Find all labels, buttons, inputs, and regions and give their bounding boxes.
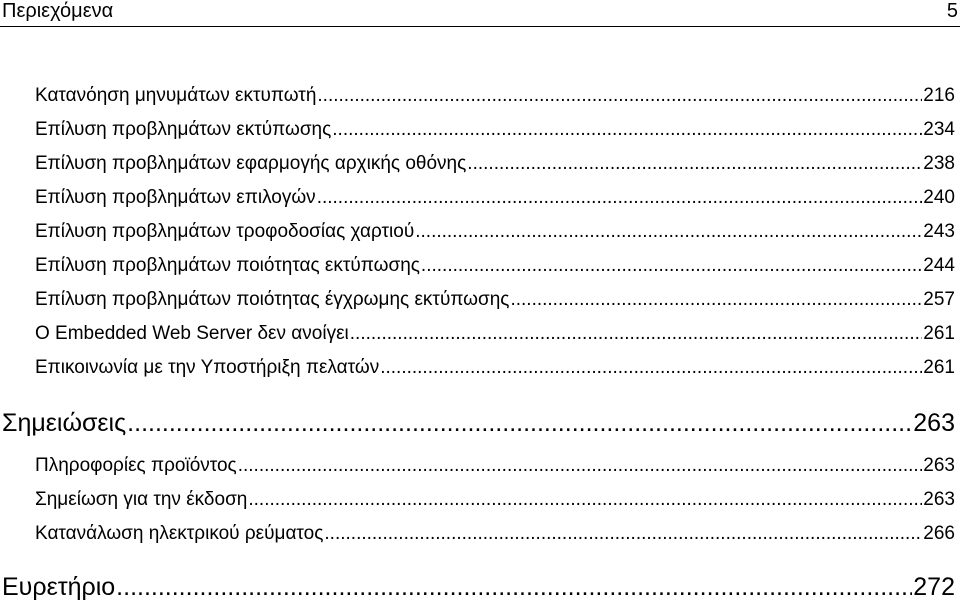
page-header [0,0,960,22]
toc-entry-page: 216 [923,85,955,106]
toc-entry-label: Επίλυση προβλημάτων τροφοδοσίας χαρτιού [35,221,415,242]
toc-chapter-label: Ευρετήριο [2,573,116,601]
toc-leader [127,408,912,438]
toc-chapter-page: 272 [913,573,955,601]
toc-entry[interactable] [35,254,955,278]
toc-leader [380,356,922,380]
toc-entry[interactable] [35,288,955,312]
toc-leader [324,522,922,546]
toc-entry-page: 261 [923,323,955,344]
toc-entry-label: Επίλυση προβλημάτων επιλογών [35,187,316,208]
toc-entry-page: 263 [923,455,955,476]
toc-entry-label: Επικοινωνία με την Υποστήριξη πελατών [35,357,380,378]
toc-entry-page: 238 [923,153,955,174]
toc-entry-label: Επίλυση προβλημάτων εκτύπωσης [35,119,332,140]
toc-leader [510,288,922,312]
toc-leader [317,84,922,108]
toc-entry[interactable] [35,186,955,210]
toc-entry[interactable] [35,118,955,142]
toc-entry-page: 257 [923,289,955,310]
toc-entry[interactable] [35,522,955,546]
toc-entry-page: 234 [923,119,955,140]
toc-leader [116,572,912,602]
toc-entry-label: Επίλυση προβλημάτων εφαρμογής αρχικής οθόνης [35,153,467,174]
toc-entry[interactable] [35,152,955,176]
toc-entry[interactable] [35,84,955,108]
toc-entry-label: Πληροφορίες προϊόντος [35,455,237,476]
toc-entry-page: 240 [923,187,955,208]
toc-entry-page: 261 [923,357,955,378]
toc-chapter-notes[interactable] [2,408,955,438]
toc-leader [421,254,922,278]
toc-leader [332,118,922,142]
toc-entry-label: Σημείωση για την έκδοση [35,489,248,510]
toc-leader [317,186,923,210]
header-page-number: 5 [946,0,958,22]
toc-entry-label: Κατανόηση μηνυμάτων εκτυπωτή [35,85,317,106]
toc-entry[interactable] [35,220,955,244]
toc-entry-page: 266 [923,523,955,544]
toc-chapter-index[interactable] [2,572,955,602]
toc-entry[interactable] [35,322,955,346]
toc-entry[interactable] [35,488,955,512]
toc-entry-page: 263 [923,489,955,510]
toc-entry-page: 243 [923,221,955,242]
toc-leader [415,220,922,244]
toc-entry[interactable] [35,454,955,478]
toc-leader [248,488,922,512]
toc-leader [467,152,922,176]
header-title: Περιεχόμενα [2,0,114,22]
toc-entry-page: 244 [923,255,955,276]
toc-chapter-page: 263 [913,409,955,437]
header-rule [0,26,960,27]
toc-leader [238,454,923,478]
toc-entry-label: Ο Embedded Web Server δεν ανοίγει [35,323,349,344]
toc-leader [350,322,923,346]
toc-entry-label: Επίλυση προβλημάτων ποιότητας έγχρωμης εκτύπωσης [35,289,510,310]
toc-entry[interactable] [35,356,955,380]
toc-chapter-label: Σημειώσεις [2,409,127,437]
toc-entry-label: Κατανάλωση ηλεκτρικού ρεύματος [35,523,324,544]
toc-entry-label: Επίλυση προβλημάτων ποιότητας εκτύπωσης [35,255,420,276]
